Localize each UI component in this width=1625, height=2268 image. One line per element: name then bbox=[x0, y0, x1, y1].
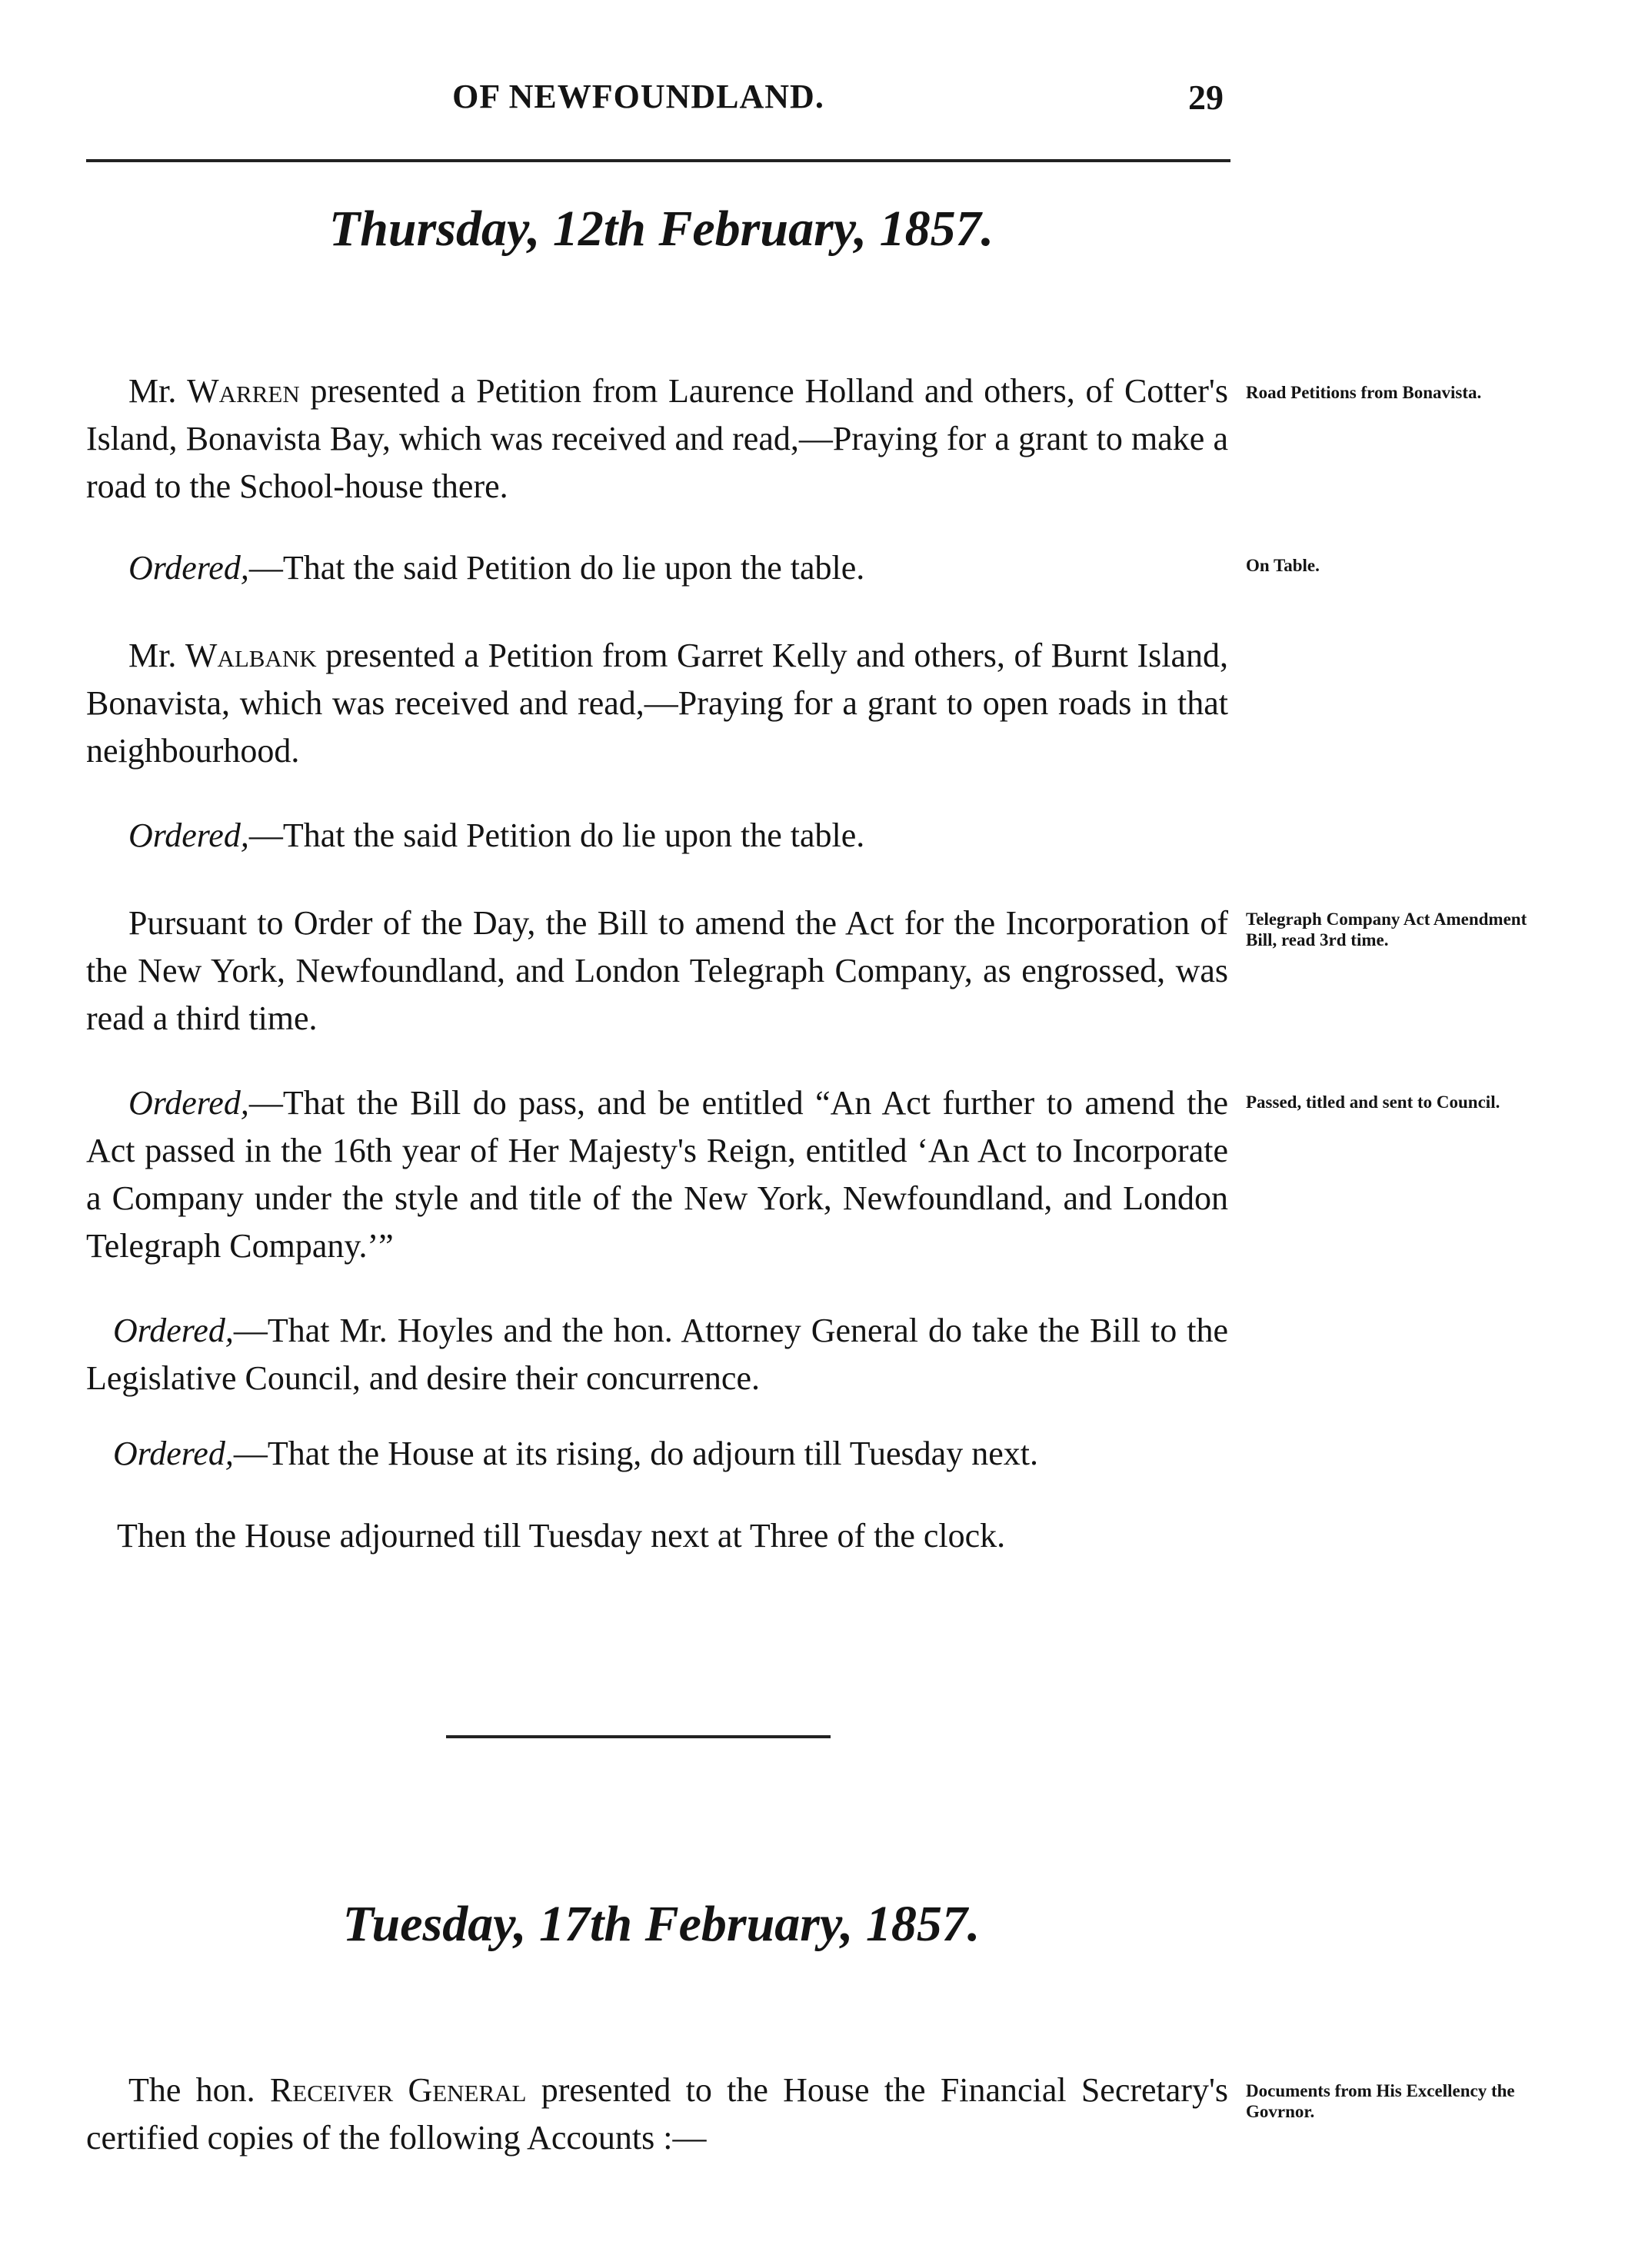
margin-note-documents: Documents from His Excellency the Govrnor. bbox=[1246, 2081, 1515, 2121]
member-name: Walbank bbox=[185, 637, 317, 674]
margin-note-passed: Passed, titled and sent to Council. bbox=[1246, 1092, 1500, 1112]
session-date-heading: Thursday, 12th February, 1857. bbox=[328, 201, 994, 257]
order-lie-on-table-1: Ordered,—That the said Petition do lie upon the table. bbox=[128, 549, 865, 587]
running-head: OF NEWFOUNDLAND. bbox=[452, 78, 824, 115]
margin-note-telegraph-bill: Telegraph Company Act Amendment Bill, read 3rd time. bbox=[1246, 910, 1527, 949]
session-date-heading: Tuesday, 17th February, 1857. bbox=[342, 1896, 981, 1952]
petition-walbank: Mr. Walbank presented a Petition from Garret Kelly and others, of Burnt Island, Bonavista, which was received and read,—Praying for a grant to open roads in that neighbourhood. bbox=[86, 637, 1228, 770]
member-name: Receiver General bbox=[269, 2071, 527, 2109]
section-divider bbox=[446, 1735, 831, 1738]
order-lie-on-table-2: Ordered,—That the said Petition do lie upon the table. bbox=[128, 816, 865, 854]
margin-note-on-table: On Table. bbox=[1246, 556, 1320, 575]
member-name: Warren bbox=[187, 372, 300, 410]
order-bill-pass: Ordered,—That the Bill do pass, and be entitled “An Act further to amend the Act passed in the 16th year of Her Majesty's Reign, entitled ‘An Act to Incorporate a Company under the style and title of the New York, Newfoundland, and London Telegraph Company.’” bbox=[86, 1084, 1228, 1265]
receiver-general-accounts: The hon. Receiver General presented to the House the Financial Secretary's certified copies of the following Accounts :— bbox=[86, 2071, 1229, 2157]
house-adjourned: Then the House adjourned till Tuesday next at Three of the clock. bbox=[117, 1517, 1006, 1555]
page-number: 29 bbox=[1188, 78, 1224, 117]
order-take-bill-to-council: Ordered,—That Mr. Hoyles and the hon. Attorney General do take the Bill to the Legislative Council, and desire their concurrence. bbox=[86, 1312, 1228, 1397]
margin-note-road-petitions: Road Petitions from Bonavista. bbox=[1246, 383, 1482, 402]
telegraph-bill-third-reading: Pursuant to Order of the Day, the Bill to amend the Act for the Incorporation of the New York, Newfoundland, and London Telegraph Company, as engrossed, was read a third time. bbox=[86, 904, 1228, 1037]
header-rule bbox=[86, 159, 1230, 162]
petition-warren: Mr. Warren presented a Petition from Laurence Holland and others, of Cotter's Island, Bonavista Bay, which was received and read,—Praying for a grant to make a road to the School-house there. bbox=[86, 372, 1228, 505]
order-adjourn: Ordered,—That the House at its rising, do adjourn till Tuesday next. bbox=[113, 1435, 1038, 1472]
